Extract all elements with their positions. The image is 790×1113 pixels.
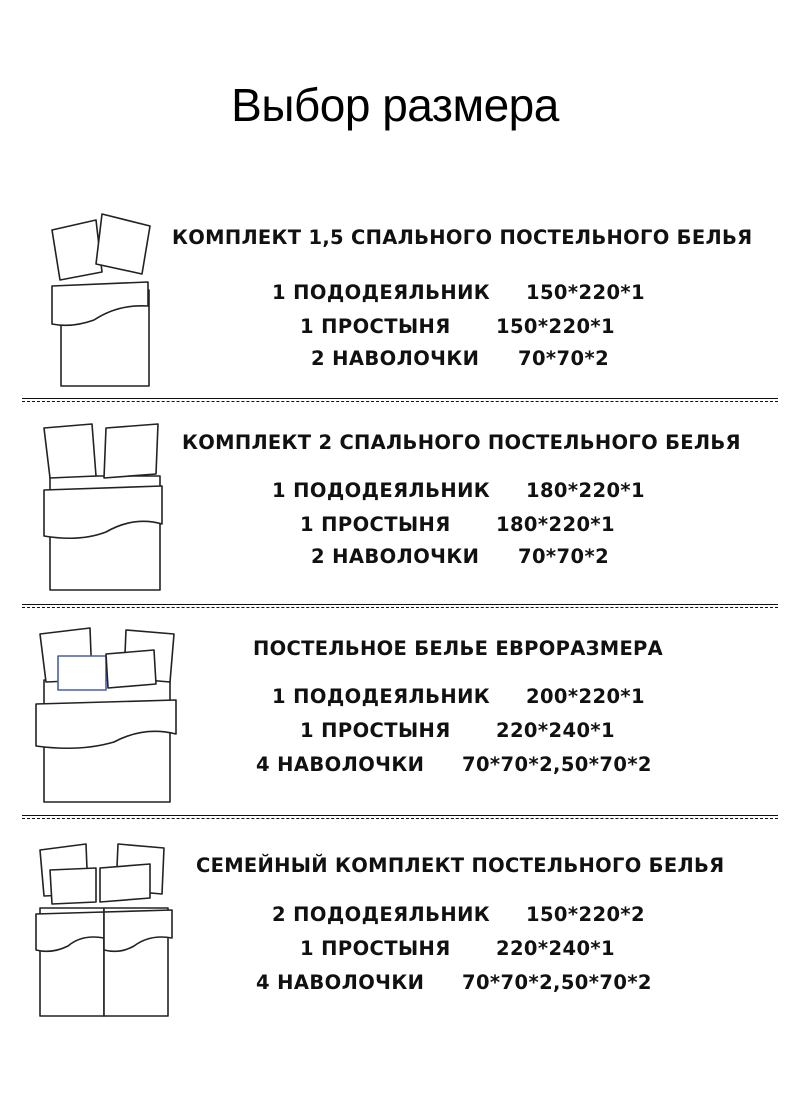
item-size: 70*70*2 — [518, 347, 610, 370]
item-name: 2 НАВОЛОЧКИ — [311, 347, 480, 370]
item-row — [272, 685, 645, 708]
item-row — [272, 281, 645, 304]
item-size: 180*220*1 — [496, 513, 615, 536]
section-heading: КОМПЛЕКТ 2 СПАЛЬНОГО ПОСТЕЛЬНОГО БЕЛЬЯ — [182, 431, 741, 454]
item-size: 220*240*1 — [496, 719, 615, 742]
item-name: 1 ПРОСТЫНЯ — [300, 937, 451, 960]
item-name: 1 ПРОСТЫНЯ — [300, 315, 451, 338]
item-name: 1 ПРОСТЫНЯ — [300, 513, 451, 536]
section-divider — [22, 398, 778, 399]
item-row — [311, 347, 610, 370]
euro-bed-icon — [34, 624, 178, 804]
section-heading: СЕМЕЙНЫЙ КОМПЛЕКТ ПОСТЕЛЬНОГО БЕЛЬЯ — [196, 854, 725, 877]
item-row — [300, 315, 615, 338]
single-bed-icon — [46, 210, 158, 388]
item-row — [256, 753, 652, 776]
item-name: 4 НАВОЛОЧКИ — [256, 971, 425, 994]
section-divider — [22, 604, 778, 605]
section-divider — [22, 815, 778, 816]
item-row — [256, 971, 652, 994]
item-size: 150*220*1 — [496, 315, 615, 338]
item-size: 150*220*1 — [526, 281, 645, 304]
item-size: 70*70*2,50*70*2 — [462, 753, 652, 776]
family-bed-icon — [34, 838, 174, 1018]
item-size: 220*240*1 — [496, 937, 615, 960]
section-heading: КОМПЛЕКТ 1,5 СПАЛЬНОГО ПОСТЕЛЬНОГО БЕЛЬЯ — [172, 226, 753, 249]
page-title: Выбор размера — [231, 79, 559, 131]
double-bed-icon — [40, 420, 166, 592]
item-size: 70*70*2,50*70*2 — [462, 971, 652, 994]
item-name: 2 ПОДОДЕЯЛЬНИК — [272, 903, 491, 926]
item-name: 1 ПОДОДЕЯЛЬНИК — [272, 479, 491, 502]
item-name: 2 НАВОЛОЧКИ — [311, 545, 480, 568]
item-size: 150*220*2 — [526, 903, 645, 926]
item-row — [300, 513, 615, 536]
item-name: 1 ПРОСТЫНЯ — [300, 719, 451, 742]
item-row — [300, 937, 615, 960]
item-size: 70*70*2 — [518, 545, 610, 568]
section-heading: ПОСТЕЛЬНОЕ БЕЛЬЕ ЕВРОРАЗМЕРА — [253, 637, 664, 660]
item-name: 4 НАВОЛОЧКИ — [256, 753, 425, 776]
item-row — [272, 903, 645, 926]
item-row — [300, 719, 615, 742]
item-size: 200*220*1 — [526, 685, 645, 708]
item-size: 180*220*1 — [526, 479, 645, 502]
item-row — [311, 545, 610, 568]
item-row — [272, 479, 645, 502]
item-name: 1 ПОДОДЕЯЛЬНИК — [272, 685, 491, 708]
item-name: 1 ПОДОДЕЯЛЬНИК — [272, 281, 491, 304]
